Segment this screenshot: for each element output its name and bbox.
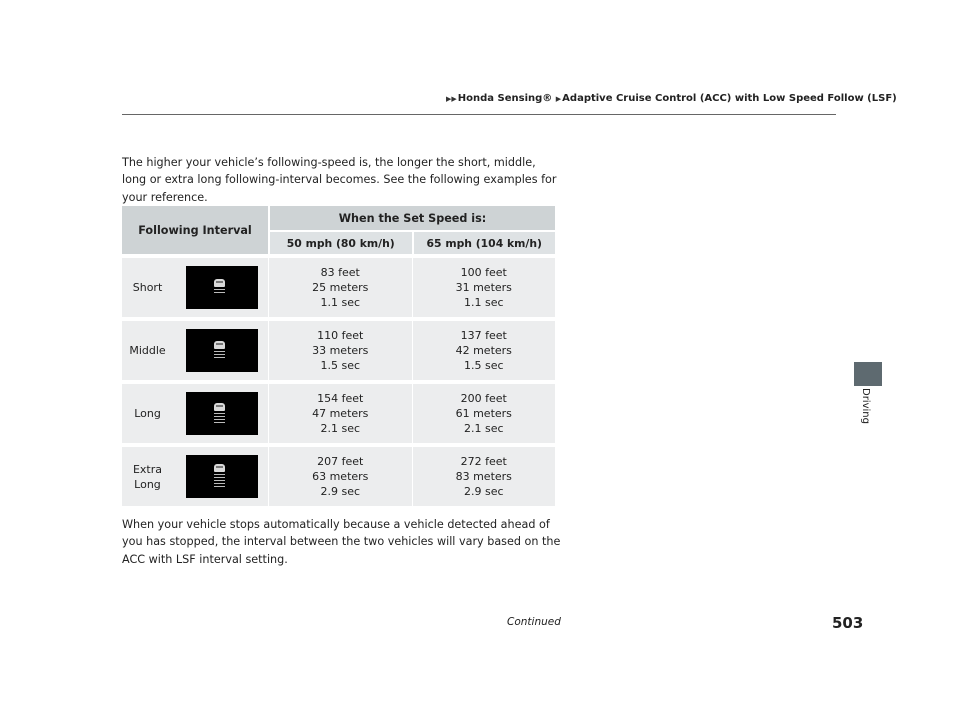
- distance-meters: 61 meters: [455, 407, 512, 420]
- intro-paragraph: The higher your vehicle’s following-speed is, the longer the short, middle, long or extra long following-interval becomes. See the following examples for your reference.: [122, 156, 557, 204]
- distance-meters: 33 meters: [312, 344, 369, 357]
- triangle-icon: ▶▶: [446, 95, 457, 103]
- distance-meters: 25 meters: [312, 281, 369, 294]
- table-row: [122, 384, 555, 443]
- time-gap: 1.1 sec: [320, 296, 361, 309]
- header-following-interval: Following Interval: [122, 206, 268, 254]
- interval-label: Short: [132, 281, 163, 294]
- time-gap: 2.9 sec: [320, 485, 361, 498]
- table-row: [122, 258, 555, 317]
- breadcrumb-item: Honda Sensing®: [457, 93, 553, 104]
- breadcrumb: [446, 93, 897, 104]
- breadcrumb-item: Adaptive Cruise Control (ACC) with Low Speed Follow (LSF): [562, 93, 897, 104]
- short-interval-icon: [186, 266, 258, 309]
- header-set-speed: When the Set Speed is:: [270, 206, 555, 230]
- distance-feet: 83 feet: [320, 266, 360, 279]
- long-interval-icon: [186, 392, 258, 435]
- time-gap: 2.1 sec: [463, 422, 504, 435]
- interval-label: Long: [134, 407, 161, 420]
- header-divider: [122, 114, 836, 115]
- time-gap: 1.1 sec: [463, 296, 504, 309]
- distance-feet: 154 feet: [317, 392, 364, 405]
- distance-meters: 63 meters: [312, 470, 369, 483]
- time-gap: 2.9 sec: [463, 485, 504, 498]
- triangle-icon: ▶: [555, 95, 562, 103]
- header-speed-50: 50 mph (80 km/h): [270, 232, 412, 254]
- stop-interval-paragraph: When your vehicle stops automatically because a vehicle detected ahead of you has stopped, the interval between the two vehicles will vary based on the ACC with LSF interval setting.: [122, 518, 561, 566]
- section-label: Driving: [860, 388, 871, 424]
- continued-note: Continued: [507, 616, 561, 628]
- distance-feet: 137 feet: [460, 329, 507, 342]
- distance-meters: 83 meters: [455, 470, 512, 483]
- middle-interval-icon: [186, 329, 258, 372]
- interval-label: Middle: [129, 344, 166, 357]
- distance-feet: 272 feet: [460, 455, 507, 468]
- distance-feet: 100 feet: [460, 266, 507, 279]
- table-header: [122, 206, 555, 254]
- page-number: 503: [832, 614, 864, 632]
- time-gap: 1.5 sec: [463, 359, 504, 372]
- section-tab-marker: [854, 362, 882, 386]
- distance-meters: 31 meters: [455, 281, 512, 294]
- table-row: [122, 321, 555, 380]
- distance-meters: 47 meters: [312, 407, 369, 420]
- distance-feet: 110 feet: [317, 329, 364, 342]
- extra-long-interval-icon: [186, 455, 258, 498]
- distance-feet: 200 feet: [460, 392, 507, 405]
- time-gap: 2.1 sec: [320, 422, 361, 435]
- following-interval-table: [122, 206, 555, 506]
- header-speed-65: 65 mph (104 km/h): [414, 232, 556, 254]
- table-row: [122, 447, 555, 506]
- interval-label: Extra Long: [132, 462, 163, 491]
- distance-feet: 207 feet: [317, 455, 364, 468]
- time-gap: 1.5 sec: [320, 359, 361, 372]
- distance-meters: 42 meters: [455, 344, 512, 357]
